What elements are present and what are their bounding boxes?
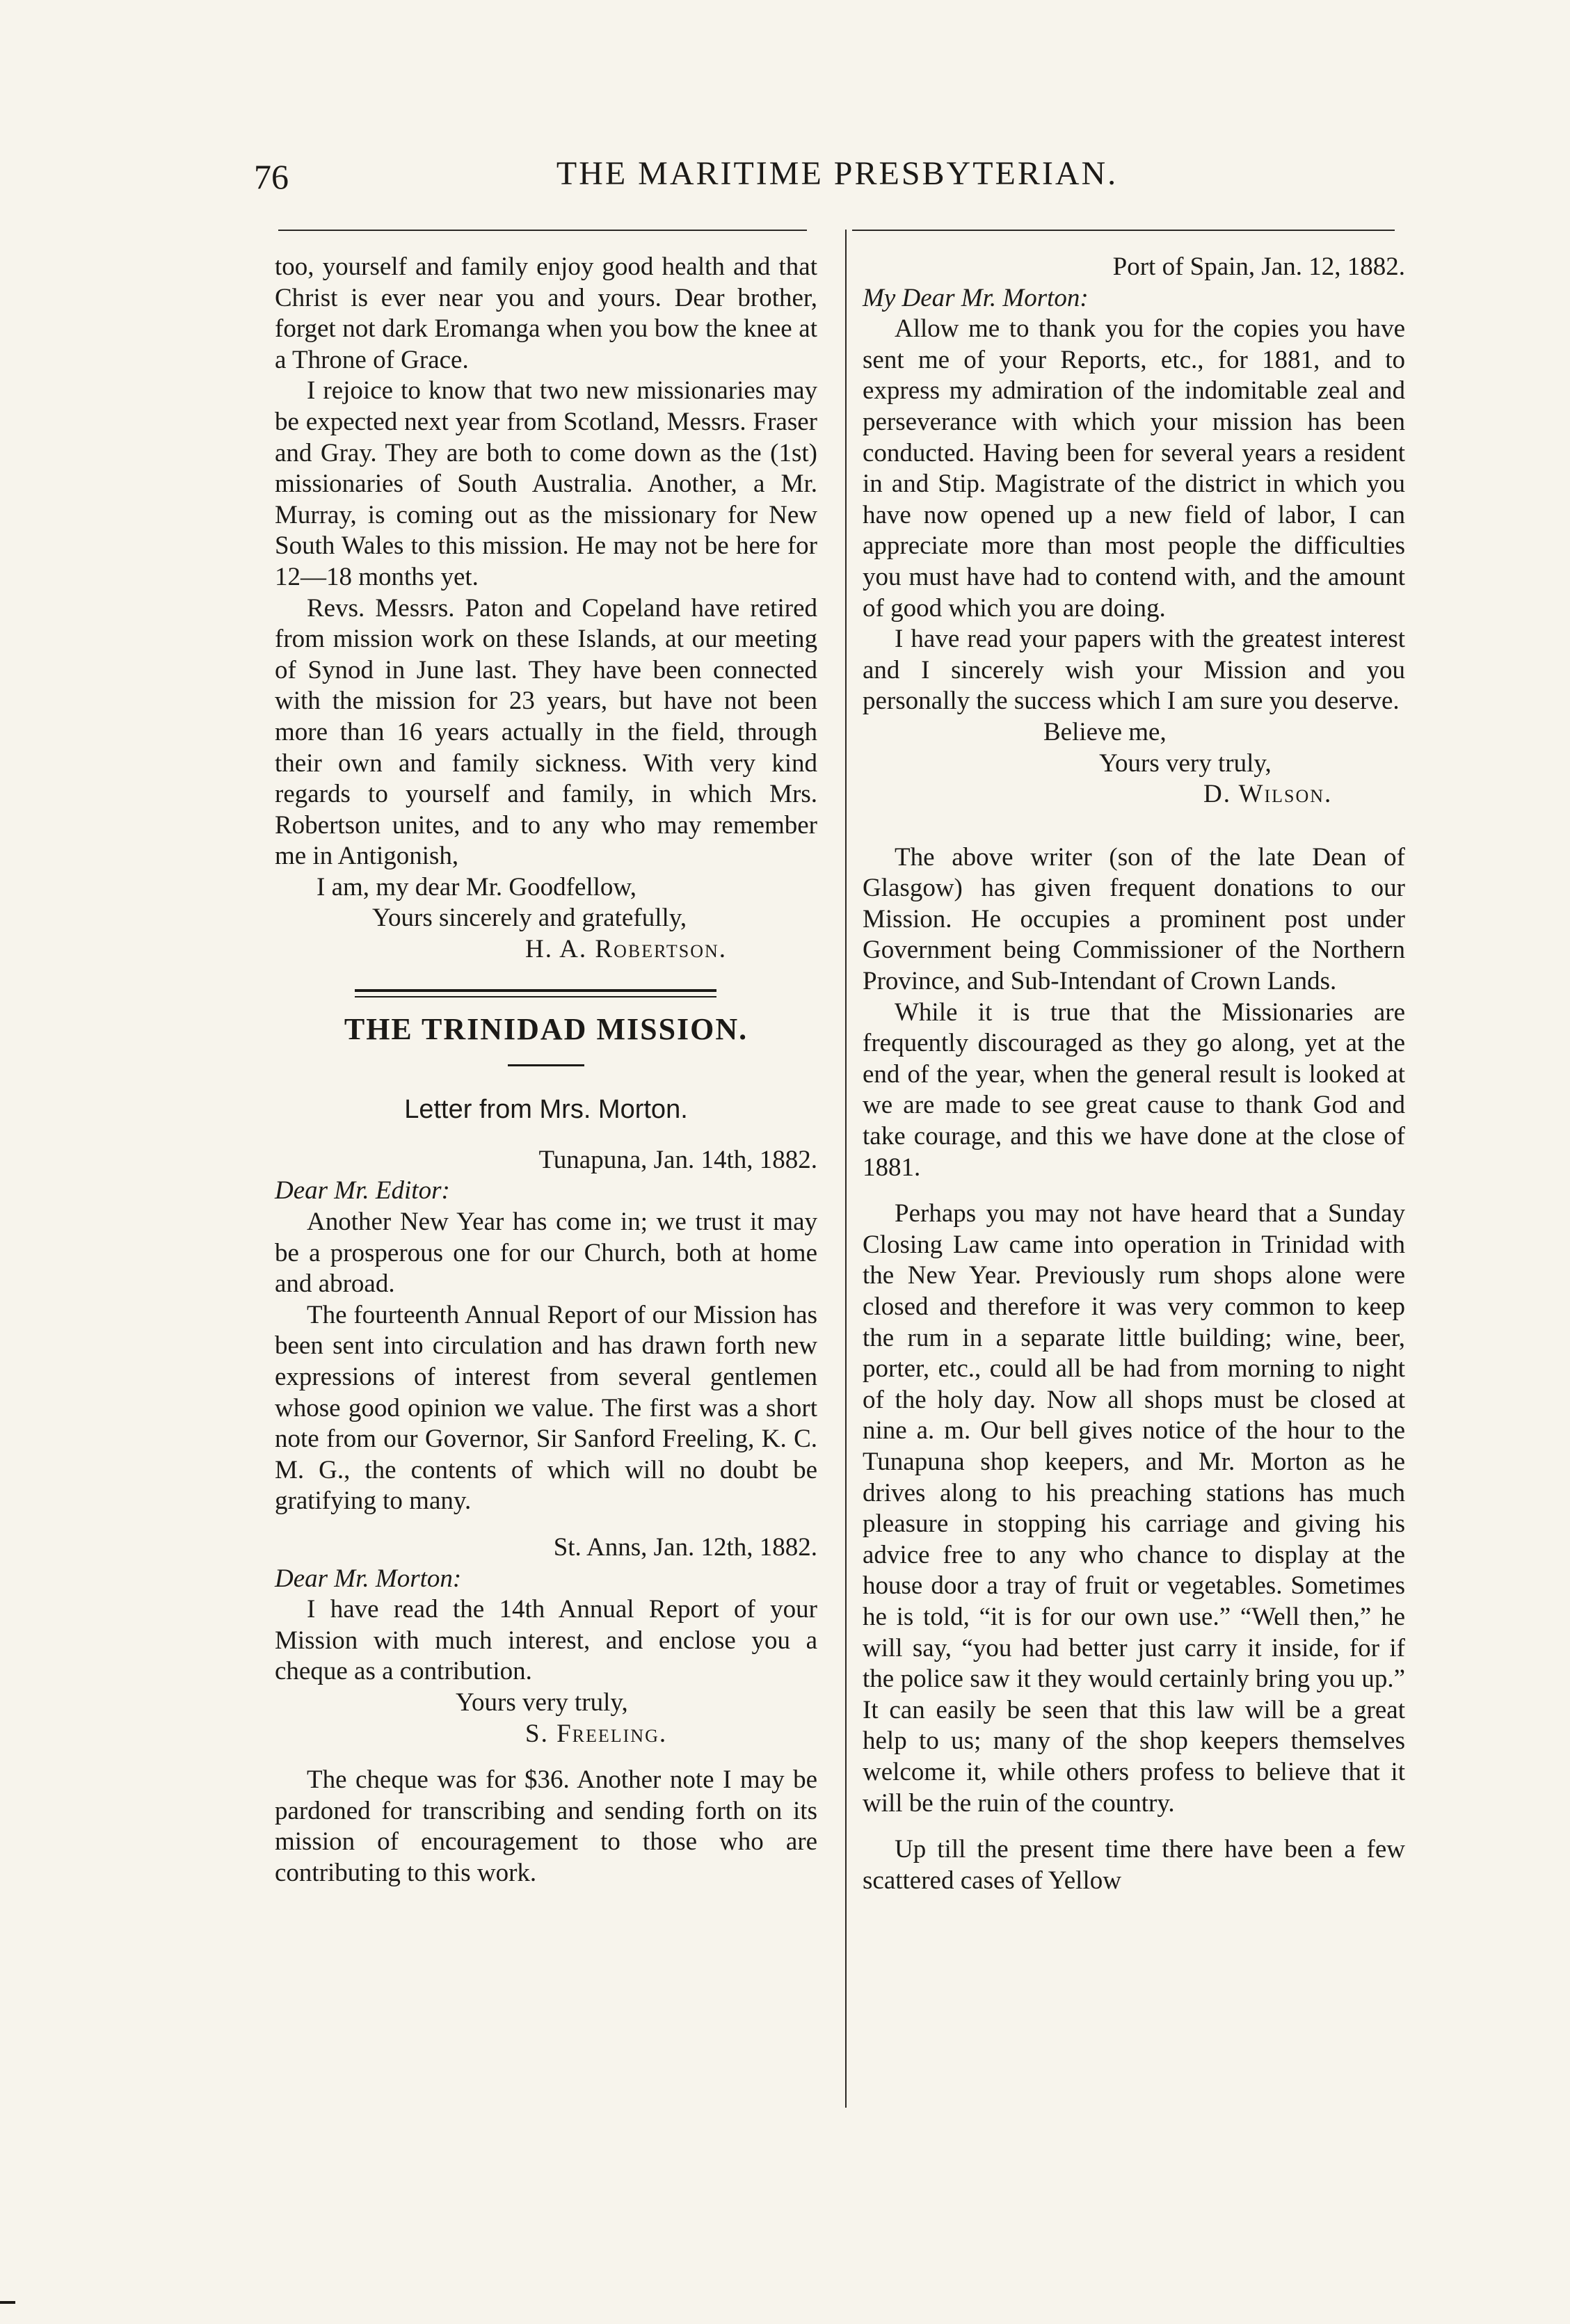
letter-closing: Yours sincerely and gratefully, [372,904,687,933]
paragraph: The above writer (son of the late Dean of Glasgow) has given frequent donations to our Mission. He occupies a prominent post under Government being Commissioner of the Northern Province, and Sub-Intendant of Crown Lands. [863,842,1405,996]
section-divider [355,989,716,997]
left-column [275,252,817,1889]
salutation: My Dear Mr. Morton: [863,283,1089,312]
paragraph: Allow me to thank you for the copies you have sent me of your Reports, etc., for 1881, and to express my admiration of the indomitable zeal and perseverance with which your mission has been conducted. Having been for several years a resident in and Stip. Magistrate of the district in which you have now opened up a new field of labor, I can appreciate more than most people the difficulties you must have had to contend with, and the amount of good which you are doing. [863,314,1405,623]
paragraph: Up till the present time there have been a few scattered cases of Yellow [863,1835,1405,1895]
paragraph: The cheque was for $36. Another note I may be pardoned for transcribing and sending forth on its mission of encouragement to those who are contributing to this work. [275,1765,817,1887]
paragraph: I have read your papers with the greatest interest and I sincerely wish your Mission and you personally the success which I am sure you deserve. [863,625,1405,716]
letter-closing: Yours very truly, [1099,748,1272,778]
letter-closing: I am, my dear Mr. Goodfellow, [317,872,636,901]
signature: S. Freeling. [525,1719,668,1748]
signature: D. Wilson. [1203,780,1333,809]
paragraph: Perhaps you may not have heard that a Sunday Closing Law came into operation in Trinidad with the New Year. Previously rum shops alone were closed and therefore it was very common to keep the rum in a separate little building; wine, beer, porter, etc., could all be had from morning to night of the holy day. Now all shops must be closed at nine a. m. Our bell gives notice of the hour to the Tunapuna shop keepers, and Mr. Morton as he drives along to his preaching stations has much pleasure in stopping his carriage and giving his advice free to any who chance to display at the house door a tray of fruit or vegetables. Sometimes he is told, “it is for our own use.” “Well then,” he will say, “you had better just carry it inside, for if the police saw it they would certainly bring you up.” It can easily be seen that this law will be a great help to us; many of the shop keepers themselves welcome it, while others profess to believe that it will be the ruin of the country. [863,1199,1405,1818]
margin-mark [0,2301,15,2304]
dateline: St. Anns, Jan. 12th, 1882. [553,1532,817,1562]
running-title: THE MARITIME PRESBYTERIAN. [556,155,1119,192]
column-divider [845,230,847,2108]
dateline: Tunapuna, Jan. 14th, 1882. [538,1145,817,1174]
letter-subtitle: Letter from Mrs. Morton. [404,1095,688,1125]
page-number: 76 [254,157,289,196]
letter-closing: Yours very truly, [456,1688,628,1717]
paragraph: While it is true that the Missionaries are frequently discouraged as they go along, yet at the end of the year, when the general result is looked at we are made to see great cause to thank God and take courage, and this we have done at the close of 1881. [863,997,1405,1182]
top-rule-right [852,230,1395,231]
paragraph: The fourteenth Annual Report of our Mission has been sent into circulation and has drawn forth new expressions of interest from several gentlemen whose good opinion we value. The first was a short note from our Governor, Sir Sanford Freeling, K. C. M. G., the contents of which will no doubt be gratifying to many. [275,1300,817,1516]
paragraph: too, yourself and family enjoy good health and that Christ is ever near you and yours. Dear brother, forget not dark Eromanga when you bow the knee at a Throne of Grace. [275,253,817,374]
top-rule-left [278,230,807,231]
salutation: Dear Mr. Morton: [275,1564,462,1593]
dateline: Port of Spain, Jan. 12, 1882. [1112,253,1405,281]
title-underline [508,1064,584,1066]
letter-closing: Believe me, [1043,717,1167,746]
paragraph: Revs. Messrs. Paton and Copeland have retired from mission work on these Islands, at our meeting of Synod in June last. They have been connected with the mission for 23 years, but have not been more than 16 years actually in the field, through their own and family sickness. With very kind regards to yourself and family, in which Mrs. Robertson unites, and to any who may remember me in Antigonish, [275,593,817,871]
paragraph: Another New Year has come in; we trust it may be a prosperous one for our Church, both at home and abroad. [275,1208,817,1299]
paragraph: I have read the 14th Annual Report of your Mission with much interest, and enclose you a cheque as a contribution. [275,1595,817,1686]
right-column [863,252,1405,1896]
paragraph: I rejoice to know that two new missionaries may be expected next year from Scotland, Messrs. Fraser and Gray. They are both to come down as the (1st) missionaries of South Australia. Another, a Mr. Murray, is coming out as the missionary for New South Wales to this mission. He may not be here for 12—18 months yet. [275,376,817,591]
signature: H. A. Robertson. [525,935,728,964]
section-title: THE TRINIDAD MISSION. [344,1011,748,1046]
salutation: Dear Mr. Editor: [275,1176,450,1205]
